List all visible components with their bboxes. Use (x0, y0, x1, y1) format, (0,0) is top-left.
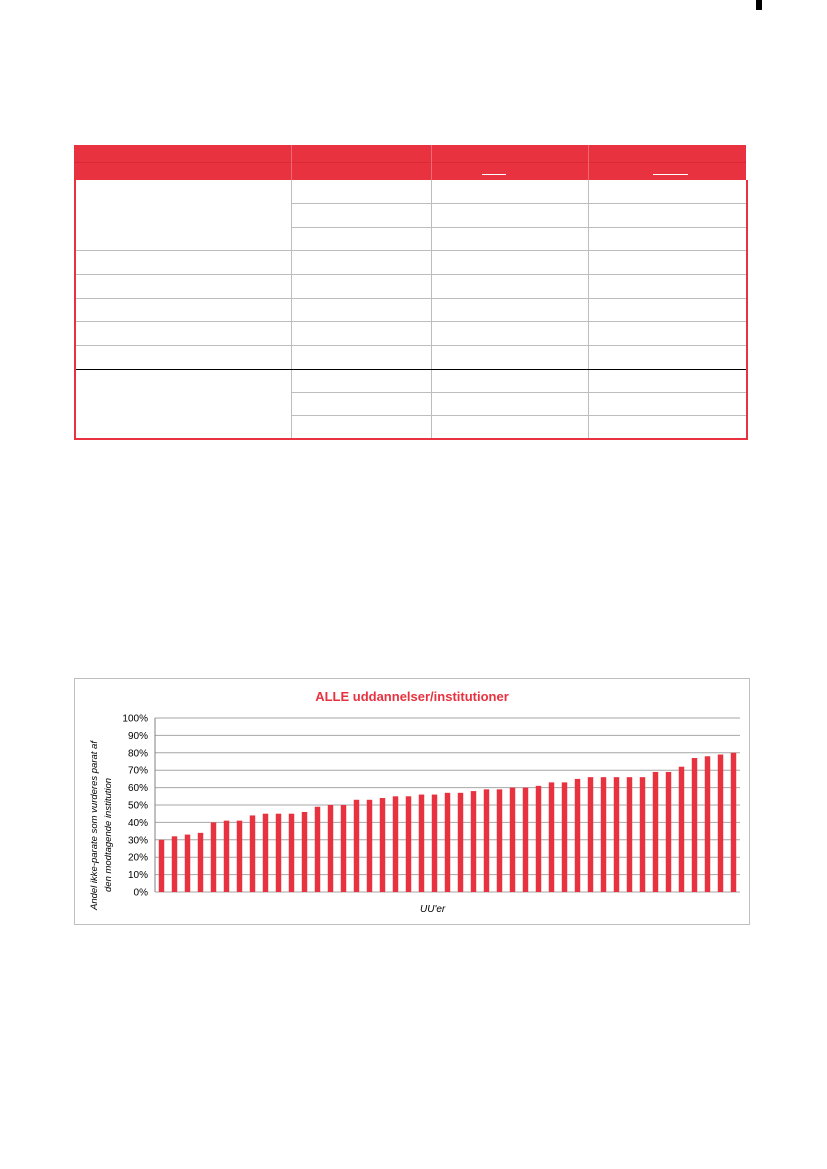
chart-y-axis-label-line-1: Andel ikke-parate som vurderes parat af (89, 741, 100, 910)
chart-bar (211, 822, 216, 892)
chart-bar (627, 777, 632, 892)
chart-bar (445, 793, 450, 892)
chart-bar (731, 753, 736, 892)
chart-bar (237, 821, 242, 892)
chart-bar (250, 815, 255, 892)
chart-bar (497, 789, 502, 892)
chart-title: ALLE uddannelser/institutioner (315, 689, 509, 704)
chart-bar (328, 805, 333, 892)
chart-bar (640, 777, 645, 892)
chart-y-tick-label: 40% (127, 817, 148, 829)
chart-bar (289, 814, 294, 892)
chart-bar (302, 812, 307, 892)
chart-bar (484, 789, 489, 892)
chart-bar (666, 772, 671, 892)
chart-bar (718, 755, 723, 892)
chart-y-tick-label: 80% (127, 748, 148, 760)
chart-y-tick-label: 0% (133, 887, 148, 899)
chart-bar (341, 805, 346, 892)
chart-y-tick-label: 30% (127, 835, 148, 847)
chart-bar (614, 777, 619, 892)
chart-bar (692, 758, 697, 892)
chart-y-tick-label: 90% (127, 730, 148, 742)
chart-bar (458, 793, 463, 892)
chart-y-tick-label: 20% (127, 852, 148, 864)
chart-y-tick-label: 60% (127, 783, 148, 795)
chart-y-tick-label: 50% (127, 800, 148, 812)
chart-bar (562, 782, 567, 892)
chart-bar (159, 840, 164, 892)
chart-bar (705, 756, 710, 892)
chart-bar (601, 777, 606, 892)
chart-bar (185, 835, 190, 892)
chart-bar (471, 791, 476, 892)
chart-bar (224, 821, 229, 892)
chart-bar (380, 798, 385, 892)
chart-y-axis-label-line-2: den modtagende institution (103, 777, 114, 892)
chart-bar (406, 796, 411, 892)
chart-bar (276, 814, 281, 892)
chart-y-tick-label: 10% (127, 870, 148, 882)
chart-y-tick-label: 100% (122, 713, 148, 725)
chart-bar (198, 833, 203, 892)
chart-y-tick-label: 70% (127, 765, 148, 777)
chart-bar (393, 796, 398, 892)
chart-bar (315, 807, 320, 892)
chart-bar (172, 836, 177, 892)
chart-x-axis-label: UU'er (420, 904, 446, 915)
chart-bar (263, 814, 268, 892)
chart-bar (510, 788, 515, 892)
chart-bar (653, 772, 658, 892)
chart-bar (419, 795, 424, 892)
chart-bar (588, 777, 593, 892)
chart-bar (536, 786, 541, 892)
chart-bar (549, 782, 554, 892)
chart-bar (354, 800, 359, 892)
chart-bar (575, 779, 580, 892)
chart-bar (523, 788, 528, 892)
chart-bar (367, 800, 372, 892)
chart-bar (679, 767, 684, 892)
chart-bar (432, 795, 437, 892)
